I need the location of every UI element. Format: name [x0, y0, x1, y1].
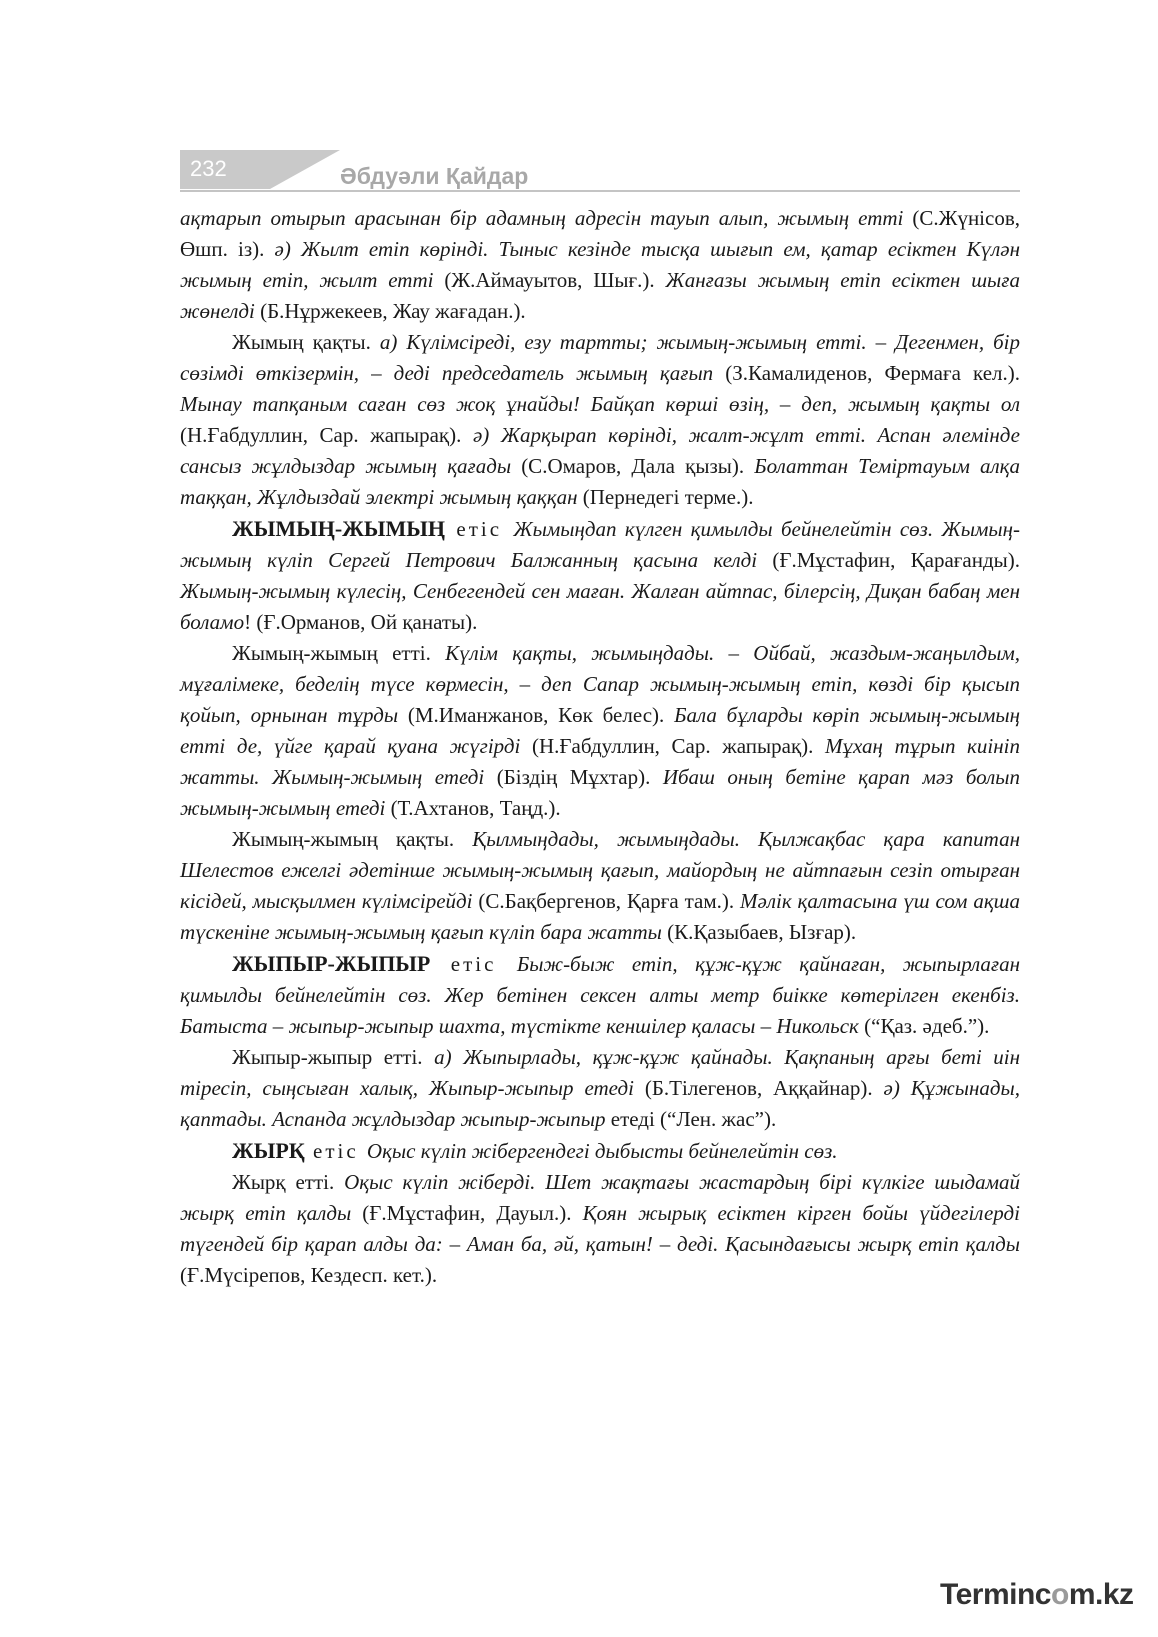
tab-slope-decoration	[270, 150, 340, 189]
source-text: (С.Бақбергенов, Қарға там.).	[472, 889, 741, 913]
dictionary-paragraph	[180, 513, 1020, 638]
source-text: (Ғ.Мұстафин, Қарағанды).	[757, 548, 1020, 572]
example-text: Мұхаң тұрып киініп жатты. Жымың-жымың етеді	[180, 734, 1020, 789]
source-text: (Пернедегі терме.).	[577, 485, 754, 509]
example-text: а) Күлімсіреді, езу тартты; жымың-жымың етті. – Дегенмен, бір сөзімді өткізермін, – деді председатель жымың қағып	[180, 330, 1021, 385]
source-text: (Ж.Аймауытов, Шығ.).	[433, 268, 666, 292]
source-text: (“Қаз. әдеб.”).	[858, 1014, 990, 1038]
source-text: Жымың-жымың етті.	[232, 641, 446, 665]
source-text: (Б.Нұржекеев, Жау жағадан.).	[254, 299, 526, 323]
example-text: ақтарып отырып арасынан бір адамның адресін тауып алып, жымың етті	[180, 206, 904, 230]
running-head: Әбдуәли Қайдар	[340, 163, 529, 189]
dictionary-paragraph	[180, 1135, 1020, 1167]
watermark-text-4: m.kz	[1068, 1578, 1134, 1611]
watermark-logo	[940, 1578, 1134, 1612]
example-text: Күлім қақты, жымыңдады. – Ойбай, жаздым-жаңылдым, мұғалімеке, беделің түсе көрмесін, – деп Сапар жымың-жымың етіп, көзді бір қысып қойып, орнынан тұрды	[180, 641, 1020, 727]
header-rule	[180, 190, 1020, 192]
source-text: (Біздің Мұхтар).	[484, 765, 663, 789]
pos-label: етіс	[430, 952, 517, 976]
page-number: 232	[190, 156, 227, 181]
example-text: Қоян жырық есіктен кірген бойы үйдегілерді түгендей бір қарап алды да: – Аман ба, әй, қатын! – деді. Қасындағысы жырқ етіп қалды	[180, 1201, 1020, 1256]
page-number-tab	[180, 150, 270, 189]
example-text: Оқыс күліп жіберді. Шет жақтағы жастардың бірі күлкіге шыдамай жырқ етіп қалды	[180, 1170, 1020, 1225]
source-text: (Т.Ахтанов, Таңд.).	[385, 796, 561, 820]
source-text: (М.Иманжанов, Көк белес).	[398, 703, 675, 727]
example-text: ә) Құжынады, қаптады. Аспанда жұлдыздар жыпыр-жыпыр	[180, 1076, 1020, 1131]
example-text: Оқыс күліп жібергендегі дыбысты бейнелейтін сөз.	[366, 1139, 838, 1163]
pos-label: етіс	[304, 1139, 367, 1163]
example-text: Мынау тапқаным саған сөз жоқ ұнайды! Байқап көрші өзің, – деп, жымың қақты ол	[180, 392, 1020, 416]
example-text: Жанғазы жымың етіп есіктен шыға жөнелді	[180, 268, 1020, 323]
source-text: (С.Омаров, Дала қызы).	[511, 454, 755, 478]
page-header	[180, 150, 1020, 195]
example-text: Мәлік қалтасына үш сом ақша түскеніне жымың-жымың қағып күліп бара жатты	[180, 889, 1021, 944]
example-text: Быж-быж етіп, құж-құж қайнаған, жыпырлаған қимылды бейнелейтін сөз. Жер бетінен сексен алты метр биікке көтерілген екенбіз. Батыста – жыпыр-жыпыр шахта, түстікте кеншілер қаласы – Никольск	[180, 952, 1021, 1038]
headword: ЖЫРҚ	[232, 1138, 305, 1163]
dictionary-paragraph	[180, 1042, 1020, 1135]
example-text: Бала бұларды көріп жымың-жымың етті де, үйге қарай қуана жүгірді	[180, 703, 1020, 758]
headword: ЖЫМЫҢ-ЖЫМЫҢ	[232, 516, 445, 541]
source-text: Жымың қақты.	[232, 330, 380, 354]
example-text: а) Жыпырлады, құж-құж қайнады. Қақпаның арғы беті иін тіресіп, сыңсыған халық, Жыпыр-жыпыр етеді	[180, 1045, 1020, 1100]
dictionary-paragraph	[180, 638, 1020, 824]
source-text: Жымың-жымың қақты.	[232, 827, 473, 851]
source-text: Жырқ етті.	[232, 1170, 345, 1194]
example-text: Болаттан Теміртауым алқа таққан, Жұлдыздай электрі жымың қаққан	[180, 454, 1021, 509]
source-text: (З.Камалиденов, Фермаға кел.).	[713, 361, 1020, 385]
pos-label: етіс	[445, 517, 514, 541]
dictionary-paragraph	[180, 824, 1020, 948]
watermark-text-1: Termin	[940, 1578, 1035, 1611]
source-text: ! (Ғ.Орманов, Ой қанаты).	[244, 610, 478, 634]
source-text: (К.Қазыбаев, Ызғар).	[661, 920, 857, 944]
source-text: (Ғ.Мұстафин, Дауыл.).	[351, 1201, 583, 1225]
example-text: Қылмыңдады, жымыңдады. Қылжақбас қара капитан Шелестов ежелгі әдетінше жымың-жымың қағып, майордың не айтпағын сезіп отырған кісідей, мысқылмен күлімсірейді	[180, 827, 1020, 913]
example-text: Жымыңдап күлген қимылды бейнелейтін сөз. Жымың-жымың күліп Сергей Петрович Балжанның қасына келді	[180, 517, 1020, 572]
source-text: (С.Жүнісов, Өшп. із).	[180, 206, 1021, 261]
source-text: (Ғ.Мүсірепов, Кездесп. кет.).	[180, 1263, 438, 1287]
dictionary-paragraph	[180, 1167, 1020, 1291]
source-text: етеді (“Лен. жас”).	[605, 1107, 777, 1131]
watermark-text-2: c	[1034, 1578, 1051, 1611]
dictionary-paragraph	[180, 203, 1020, 327]
dictionary-paragraph	[180, 327, 1020, 513]
source-text: Жыпыр-жыпыр етті.	[232, 1045, 435, 1069]
example-text: Жымың-жымың күлесің, Сенбегендей сен маған. Жалған айтпас, білерсің, Диқан бабаң мен боламо	[180, 579, 1020, 634]
source-text: (Н.Ғабдуллин, Сар. жапырақ).	[520, 734, 825, 758]
example-text: ә) Жылт етіп көрінді. Тыныс кезінде тысқа шығып ем, қатар есіктен Күлән жымың етіп, жылт етті	[180, 237, 1020, 292]
headword: ЖЫПЫР-ЖЫПЫР	[232, 951, 431, 976]
dictionary-paragraph	[180, 948, 1020, 1042]
example-text: Ибаш оның бетіне қарап мәз болып жымың-жымың етеді	[180, 765, 1020, 820]
example-text: ә) Жарқырап көрінді, жалт-жұлт етті. Аспан әлемінде сансыз жұлдыздар жымың қағады	[180, 423, 1021, 478]
source-text: (Б.Тілегенов, Аққайнар).	[633, 1076, 884, 1100]
watermark-text-3: o	[1050, 1578, 1069, 1611]
source-text: (Н.Ғабдуллин, Сар. жапырақ).	[180, 423, 473, 447]
dictionary-body	[180, 203, 1020, 1291]
